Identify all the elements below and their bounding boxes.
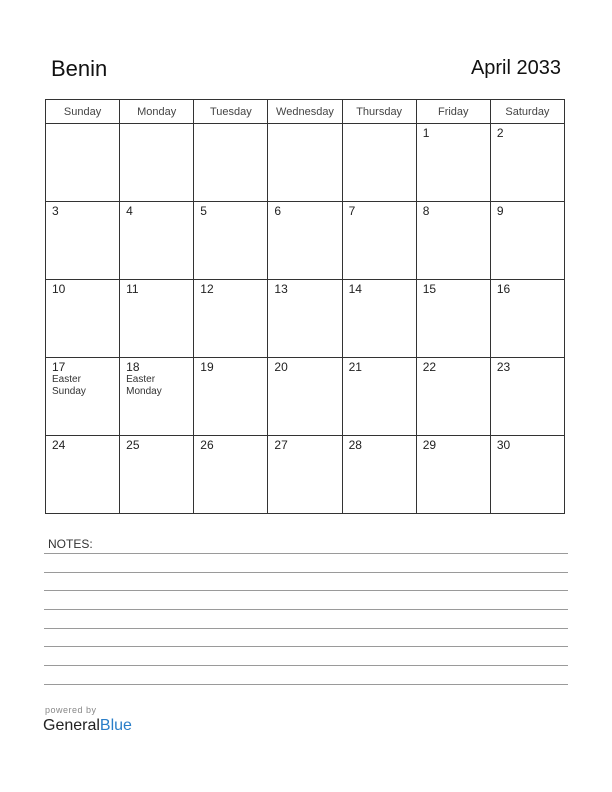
day-number: 20	[274, 360, 288, 374]
day-number: 9	[496, 204, 504, 218]
day-number	[120, 124, 193, 126]
day-number: 8	[422, 204, 430, 218]
day-number: 25	[126, 438, 140, 452]
calendar-day-cell	[342, 202, 416, 280]
month-year-title: April 2033	[470, 57, 561, 79]
calendar-day-cell	[194, 436, 268, 514]
calendar-body	[46, 124, 565, 514]
weekday-header-saturday: Saturday	[490, 100, 564, 124]
day-number: 21	[348, 360, 362, 374]
day-number: 10	[52, 282, 66, 296]
calendar-day-cell	[194, 124, 268, 202]
note-line	[44, 590, 568, 591]
calendar-day-cell	[416, 436, 490, 514]
calendar-day-cell	[342, 358, 416, 436]
calendar-day-cell	[194, 202, 268, 280]
calendar-week-row	[46, 202, 565, 280]
calendar-day-cell	[120, 202, 194, 280]
weekday-header-tuesday: Tuesday	[194, 100, 268, 124]
calendar-day-cell	[194, 280, 268, 358]
day-number: 29	[422, 438, 437, 452]
calendar-day-cell	[120, 358, 194, 436]
day-number: 27	[274, 438, 288, 452]
calendar-day-cell	[120, 436, 194, 514]
holiday-label: Easter Sunday	[52, 374, 86, 397]
note-line	[44, 646, 568, 647]
calendar-day-cell	[268, 436, 342, 514]
calendar-day-cell	[46, 436, 120, 514]
brand-general-text: General	[43, 717, 100, 734]
calendar-week-row	[46, 436, 565, 514]
day-number	[343, 124, 416, 126]
calendar-day-cell	[490, 280, 564, 358]
calendar-day-cell	[46, 202, 120, 280]
calendar-day-cell	[120, 280, 194, 358]
note-line	[44, 684, 568, 685]
brand-blue-text: Blue	[99, 717, 132, 734]
calendar-day-cell	[194, 358, 268, 436]
calendar-day-cell	[490, 202, 564, 280]
generalblue-logo	[43, 717, 132, 735]
note-line	[44, 609, 568, 610]
calendar-grid	[45, 99, 565, 514]
weekday-header-thursday: Thursday	[342, 100, 416, 124]
day-number: 7	[348, 204, 356, 218]
weekday-header-friday: Friday	[416, 100, 490, 124]
calendar-day-cell	[416, 202, 490, 280]
calendar-day-cell	[490, 358, 564, 436]
day-number: 2	[496, 126, 504, 140]
calendar-day-cell	[342, 124, 416, 202]
calendar-day-cell	[268, 358, 342, 436]
calendar-day-cell	[342, 436, 416, 514]
calendar-week-row	[46, 124, 565, 202]
notes-label: NOTES:	[48, 537, 93, 551]
calendar-day-cell	[416, 358, 490, 436]
calendar-day-cell	[490, 124, 564, 202]
day-number: 11	[126, 282, 139, 296]
day-number	[194, 124, 267, 126]
day-number	[46, 124, 119, 126]
day-number: 4	[126, 204, 133, 218]
note-line	[44, 628, 568, 629]
calendar-day-cell	[490, 436, 564, 514]
weekday-header-sunday: Sunday	[46, 100, 120, 124]
day-number: 17	[52, 360, 66, 374]
calendar-day-cell	[46, 358, 120, 436]
calendar-day-cell	[46, 124, 120, 202]
powered-by-text: powered by	[45, 705, 97, 715]
day-number: 15	[422, 282, 437, 296]
day-number: 28	[348, 438, 362, 452]
day-number: 3	[52, 204, 59, 218]
calendar-day-cell	[268, 124, 342, 202]
calendar-day-cell	[416, 124, 490, 202]
weekday-header-monday: Monday	[120, 100, 194, 124]
calendar-day-cell	[46, 280, 120, 358]
calendar-day-cell	[268, 202, 342, 280]
day-number	[268, 124, 341, 126]
weekday-header-wednesday: Wednesday	[268, 100, 342, 124]
day-number: 18	[126, 360, 140, 374]
calendar-day-cell	[342, 280, 416, 358]
day-number: 19	[200, 360, 214, 374]
day-number: 23	[496, 360, 511, 374]
day-number: 14	[348, 282, 362, 296]
day-number: 5	[200, 204, 207, 218]
calendar-week-row	[46, 280, 565, 358]
holiday-label: Easter Monday	[126, 374, 162, 397]
calendar-day-cell	[120, 124, 194, 202]
calendar-day-cell	[416, 280, 490, 358]
calendar-week-row	[46, 358, 565, 436]
day-number: 12	[200, 282, 214, 296]
note-line	[44, 572, 568, 573]
day-number: 6	[274, 204, 282, 218]
weekday-header-row	[46, 100, 565, 124]
note-line	[44, 553, 568, 554]
day-number: 24	[52, 438, 66, 452]
day-number: 16	[496, 282, 511, 296]
day-number: 22	[422, 360, 437, 374]
day-number: 1	[422, 126, 430, 140]
day-number: 26	[200, 438, 214, 452]
day-number: 30	[496, 438, 511, 452]
day-number: 13	[274, 282, 288, 296]
country-title: Benin	[51, 56, 108, 81]
calendar-day-cell	[268, 280, 342, 358]
note-line	[44, 665, 568, 666]
